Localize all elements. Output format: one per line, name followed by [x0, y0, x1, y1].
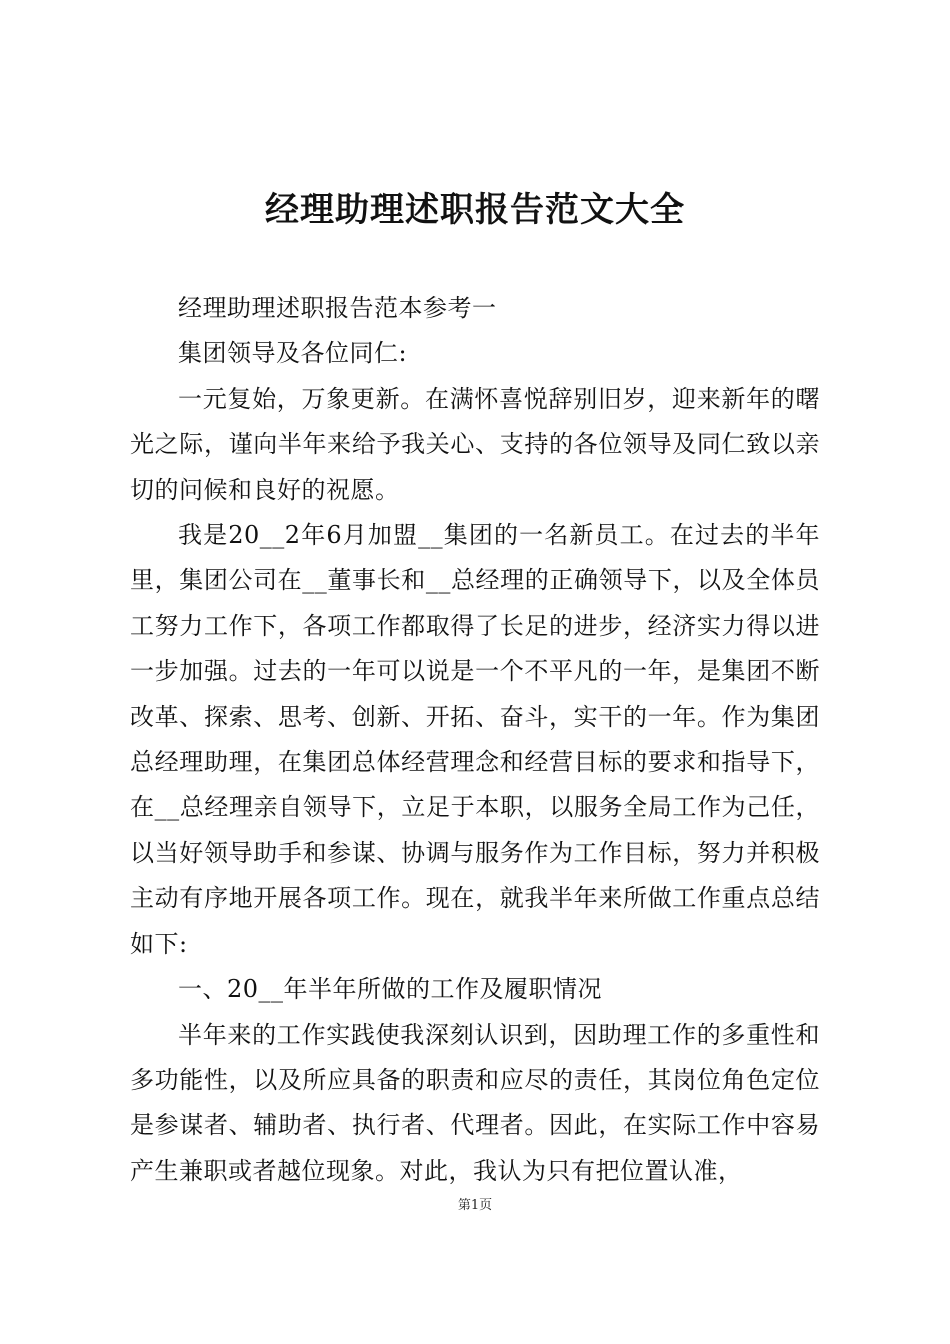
page-number: 第1页	[457, 1198, 493, 1213]
paragraph-greeting: 一元复始，万象更新。在满怀喜悦辞别旧岁，迎来新年的曙光之际，谨向半年来给予我关心、支持的各位领导及同仁致以亲切的问候和良好的祝愿。	[130, 384, 820, 504]
paragraph-role-analysis: 半年来的工作实践使我深刻认识到，因助理工作的多重性和多功能性，以及所应具备的职责和应尽的责任，其岗位角色定位是参谋者、辅助者、执行者、代理者。因此，在实际工作中容易产生兼职或者越位现象。对此，我认为只有把位置认准，	[130, 1020, 820, 1185]
paragraph-salutation: 集团领导及各位同仁:	[178, 339, 408, 368]
document-title: 经理助理述职报告范文大全	[265, 190, 685, 230]
document-body	[130, 286, 820, 1194]
paragraph-introduction: 我是20__2年6月加盟__集团的一名新员工。在过去的半年里，集团公司在__董事长和__总经理的正确领导下，以及全体员工努力工作下，各项工作都取得了长足的进步，经济实力得以进一步加强。过去的一年可以说是一个不平凡的一年，是集团不断改革、探索、思考、创新、开拓、奋斗，实干的一年。作为集团总经理助理，在集团总体经营理念和经营目标的要求和指导下，在__总经理亲自领导下，立足于本职，以服务全局工作为己任，以当好领导助手和参谋、协调与服务作为工作目标，努力并积极主动有序地开展各项工作。现在，就我半年来所做工作重点总结如下:	[130, 521, 820, 958]
paragraph-section-heading: 一、20__年半年所做的工作及履职情况	[178, 975, 603, 1004]
paragraph-heading: 经理助理述职报告范本参考一	[178, 294, 497, 322]
